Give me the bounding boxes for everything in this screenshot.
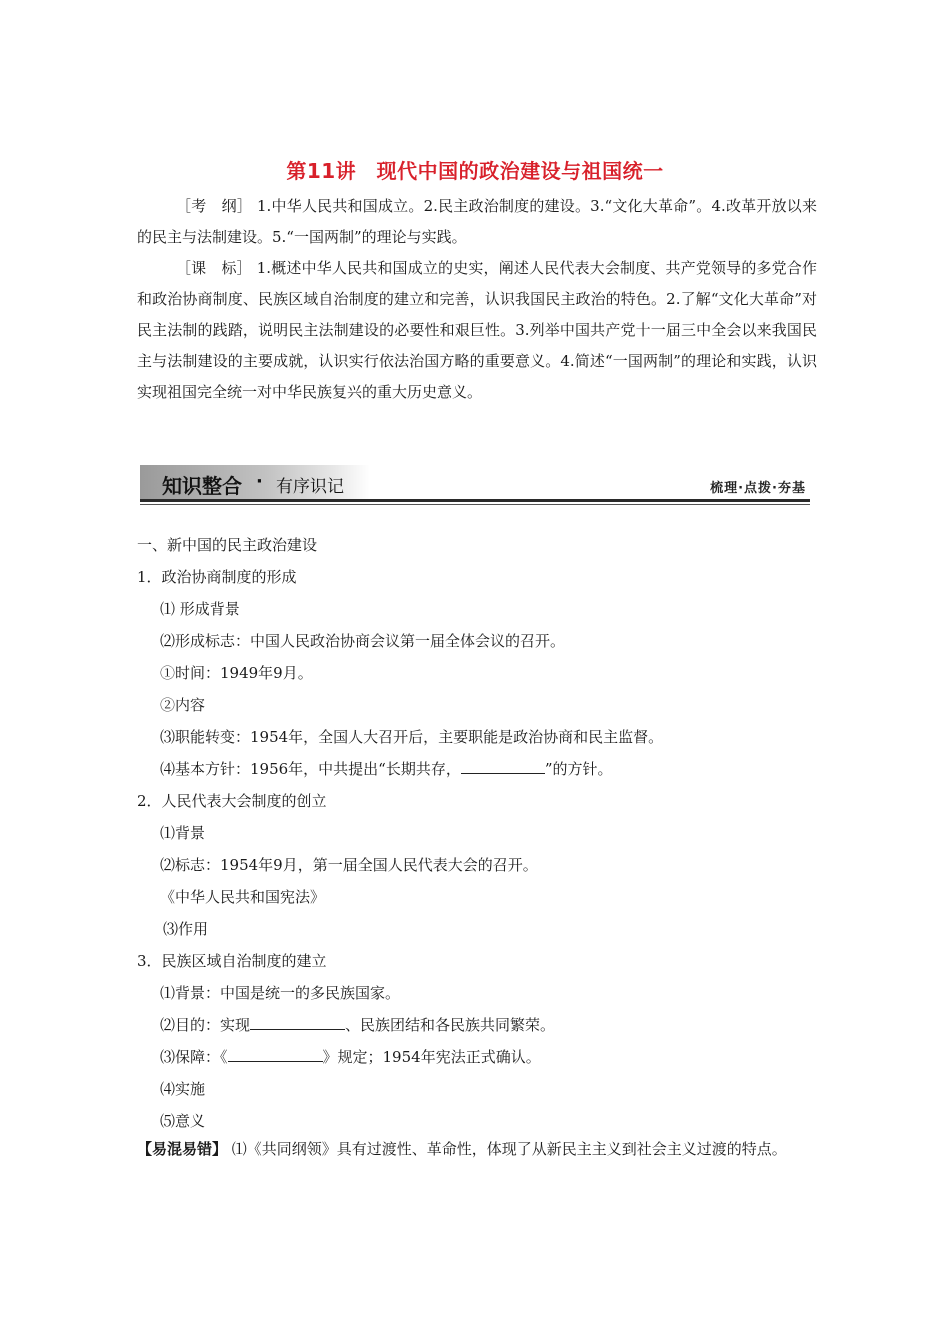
banner-tagline: 梳理·点拨·夯基 xyxy=(710,481,806,496)
banner-subtitle: 有序识记 xyxy=(276,477,344,497)
item-2-1: ⑴背景 xyxy=(160,824,206,842)
kebiao-label: ［课 标］ xyxy=(176,259,252,277)
item-3-3 xyxy=(160,1046,541,1067)
kaogang-label: ［考 纲］ xyxy=(176,197,253,215)
item-1-4-post: ”的方针。 xyxy=(544,760,613,778)
item-3-2-pre: ⑵目的：实现 xyxy=(160,1016,251,1034)
tip-tag: 【易混易错】 xyxy=(137,1140,228,1158)
fill-in-blank xyxy=(250,1015,345,1030)
tip-paragraph xyxy=(137,1134,818,1165)
kaogang-text: 1.中华人民共和国成立。2.民主政治制度的建设。3.“文化大革命”。4.改革开放以来的民主与法制建设。5.“一国两制”的理论与实践。 xyxy=(137,197,817,246)
item-1-2: ⑵形成标志：中国人民政治协商会议第一届全体会议的召开。 xyxy=(160,632,566,650)
item-1-2a: ①时间：1949年9月。 xyxy=(160,664,313,682)
banner-rule-thick xyxy=(140,499,810,502)
banner-title: 知识整合 xyxy=(162,474,242,498)
kebiao-paragraph xyxy=(137,253,817,408)
section-banner xyxy=(140,465,810,505)
item-1-4 xyxy=(160,758,613,779)
item-3-3-post: 》规定；1954年宪法正式确认。 xyxy=(322,1048,541,1066)
heading-2: 2．人民代表大会制度的创立 xyxy=(137,792,327,810)
item-3-5: ⑸意义 xyxy=(160,1112,206,1130)
item-1-1: ⑴ 形成背景 xyxy=(160,600,240,618)
item-1-3: ⑶职能转变：1954年，全国人大召开后，主要职能是政治协商和民主监督。 xyxy=(160,728,664,746)
fill-in-blank xyxy=(461,759,545,774)
tip-text: ⑴《共同纲领》具有过渡性、革命性，体现了从新民主主义到社会主义过渡的特点。 xyxy=(231,1140,787,1158)
heading-1: 1．政治协商制度的形成 xyxy=(137,568,297,586)
item-2-2a: 《中华人民共和国宪法》 xyxy=(160,888,326,906)
heading-3: 3．民族区域自治制度的建立 xyxy=(137,952,327,970)
item-1-2b: ②内容 xyxy=(160,696,206,714)
kebiao-text: 1.概述中华人民共和国成立的史实，阐述人民代表大会制度、共产党领导的多党合作和政治协商制度、民族区域自治制度的建立和完善，认识我国民主政治的特色。2.了解“文化大革命”对民主法制的践踏，说明民主法制建设的必要性和艰巨性。3.列举中国共产党十一届三中全会以来我国民主与法制建设的主要成就，认识实行依法治国方略的重要意义。4.简述“一国两制”的理论和实践，认识实现祖国完全统一对中华民族复兴的重大历史意义。 xyxy=(137,259,817,401)
page-title: 第11讲 现代中国的政治建设与祖国统一 xyxy=(286,159,664,183)
kaogang-paragraph xyxy=(137,191,817,253)
item-3-2-post: 、民族团结和各民族共同繁荣。 xyxy=(345,1016,556,1034)
item-3-1: ⑴背景：中国是统一的多民族国家。 xyxy=(160,984,401,1002)
item-2-3: ⑶作用 xyxy=(163,920,209,938)
banner-rule-thin xyxy=(140,504,810,505)
item-1-4-pre: ⑷基本方针：1956年，中共提出“长期共存， xyxy=(160,760,461,778)
section-heading: 一、新中国的民主政治建设 xyxy=(137,536,318,554)
item-3-4: ⑷实施 xyxy=(160,1080,206,1098)
banner-dot: · xyxy=(256,471,263,492)
item-3-2 xyxy=(160,1014,555,1035)
item-3-3-pre: ⑶保障：《 xyxy=(160,1048,228,1066)
fill-in-blank xyxy=(228,1047,323,1062)
item-2-2: ⑵标志：1954年9月，第一届全国人民代表大会的召开。 xyxy=(160,856,538,874)
